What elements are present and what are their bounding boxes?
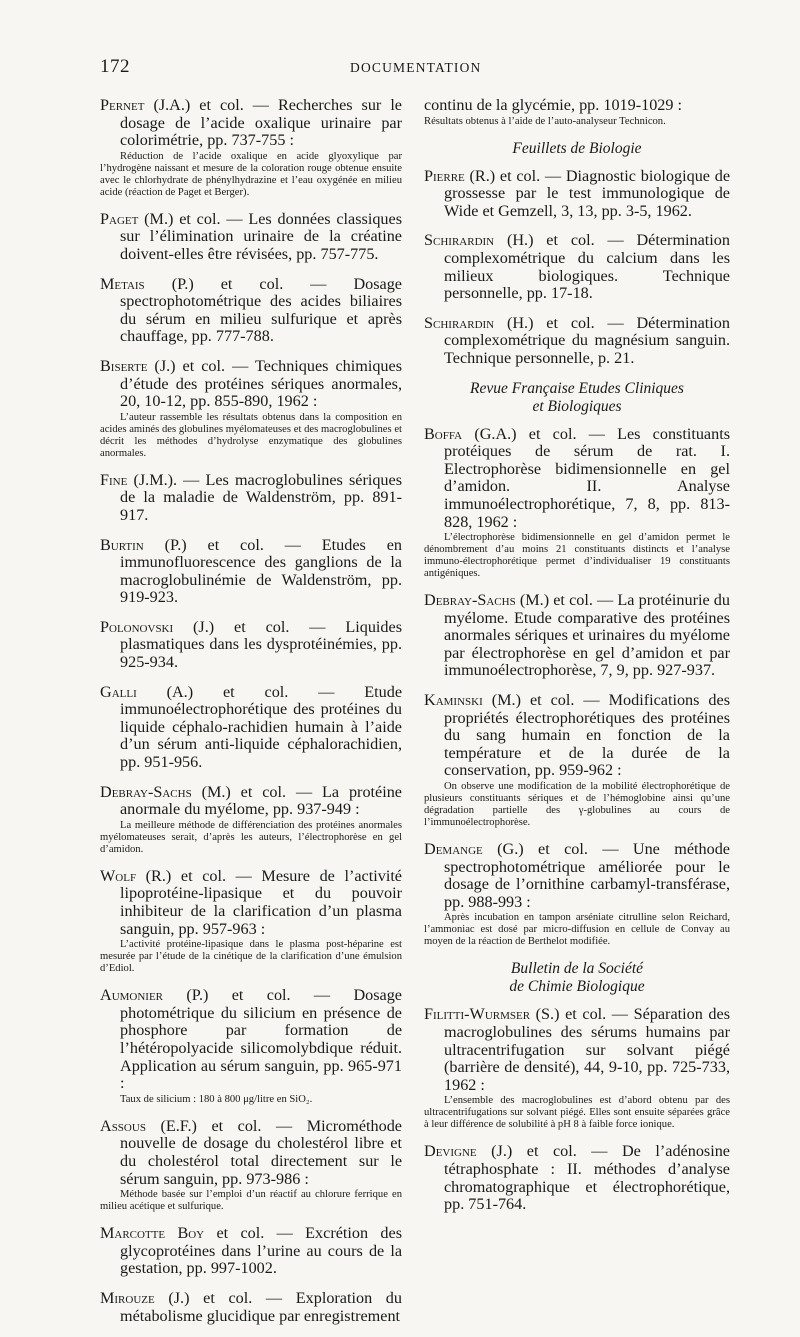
entry-author: Biserte — [100, 356, 148, 375]
journal-heading-line: Bulletin de la Société — [510, 960, 644, 978]
entry-author: Paget — [100, 209, 139, 228]
entry-title: (J.) et col. — Exploration du métabolisme glucidique par enregistrement — [120, 1288, 402, 1325]
entry-title: (J.A.) et col. — Recherches sur le dosage de l’acide oxalique urinaire par colorimétrie, pp. 737-755 : — [120, 96, 402, 150]
bibliography-entry — [100, 358, 402, 460]
entry-title: (J.) et col. — De l’adénosine tétraphosphate : II. méthodes d’analyse chromatographique et électrophorétique, pp. 751-764. — [444, 1142, 730, 1214]
entry-author: Demange — [424, 840, 483, 859]
entry-author: Fine — [100, 470, 128, 489]
entry-citation — [424, 1006, 730, 1094]
bibliography-entry — [100, 276, 402, 346]
entry-title: (P.) et col. — Dosage spectrophotométrique des acides biliaires du sérum en milieu sulfurique et après chauffage, pp. 777-788. — [120, 274, 402, 346]
left-column — [100, 97, 402, 1337]
entry-title: (S.) et col. — Séparation des macroglobulines des sérums humains par ultracentrifugation sur solvant piégé (barrière de densité), 44, 9-10, pp. 725-733, 1962 : — [444, 1005, 730, 1094]
entry-citation — [100, 537, 402, 607]
entry-citation — [100, 276, 402, 346]
entry-citation — [424, 168, 730, 221]
bibliography-entry — [424, 1143, 730, 1213]
entry-citation — [424, 692, 730, 780]
entry-author: Mirouze — [100, 1288, 155, 1307]
bibliography-entry — [424, 592, 730, 680]
bibliography-entry — [100, 684, 402, 772]
bibliography-entry — [424, 1006, 730, 1131]
entry-citation — [424, 841, 730, 911]
entry-citation — [100, 211, 402, 264]
entry-author: Filitti-Wurmser — [424, 1005, 531, 1024]
entry-author: Marcotte Boy — [100, 1224, 205, 1243]
bibliography-entry — [424, 168, 730, 221]
entry-author: Galli — [100, 682, 137, 701]
journal-heading-line: Feuillets de Biologie — [512, 139, 642, 157]
journal-heading-line: et Biologiques — [532, 397, 622, 415]
entry-abstract: Méthode basée sur l’emploi d’un réactif au chlorure ferrique en milieu acétique et sulfurique. — [100, 1189, 402, 1213]
entry-citation — [100, 472, 402, 525]
entry-abstract: L’ensemble des macroglobulines est d’abord obtenu par des ultracentrifugations sur solvant piégé. Elles sont ensuite séparées grâce à leur différence de solubilité à pH 8 à faible force ionique. — [424, 1095, 730, 1131]
entry-title: (E.F.) et col. — Microméthode nouvelle de dosage du cholestérol libre et du cholestérol total directement sur le sérum sanguin, pp. 973-986 : — [120, 1116, 402, 1188]
journal-heading — [424, 960, 730, 996]
entry-title: (H.) et col. — Détermination complexométrique du calcium dans les milieux biologiques. Technique personnelle, pp. 17-18. — [444, 231, 730, 303]
entry-title: (G.A.) et col. — Les constituants protéiques de sérum de rat. I. Electrophorèse bidimensionnelle en gel d’amidon. II. Analyse immunoélectrophorétique, 7, 8, pp. 813-828, 1962 : — [444, 424, 730, 531]
journal-heading-line: Revue Française Etudes Cliniques — [470, 379, 684, 397]
entry-author: Assous — [100, 1116, 146, 1135]
entry-citation — [424, 315, 730, 368]
entry-abstract: Après incubation en tampon arséniate citrulline selon Reichard, l’ammoniac est dosé par micro-diffusion en cellule de Convay au moyen de la réaction de Berthelot modifiée. — [424, 912, 730, 948]
bibliography-entry — [100, 211, 402, 264]
page-number: 172 — [100, 56, 130, 77]
running-title: DOCUMENTATION — [350, 60, 482, 75]
section-bulletin-chimie-biologique — [424, 960, 730, 1213]
bibliography-entry — [424, 232, 730, 302]
bibliography-entry — [100, 868, 402, 975]
entry-title: (M.) et col. — La protéine anormale du myélome, pp. 937-949 : — [120, 782, 402, 819]
entry-author: Schirardin — [424, 313, 495, 332]
entry-abstract: La meilleure méthode de différenciation des protéines anormales myélomateuses serait, d’après les auteurs, l’électrophorèse en gel d’amidon. — [100, 819, 402, 855]
bibliography-entry — [424, 841, 730, 948]
entry-title: (R.) et col. — Mesure de l’activité lipoprotéine-lipasique et du pouvoir inhibiteur de la clarification d’un plasma sanguin, pp. 957-963 : — [120, 866, 402, 938]
entry-citation — [424, 426, 730, 532]
entry-author: Schirardin — [424, 231, 495, 250]
bibliography-entry — [100, 1225, 402, 1278]
journal-heading — [424, 380, 730, 416]
section-revue-francaise — [424, 380, 730, 949]
entry-author: Boffa — [424, 424, 463, 443]
entry-abstract: L’électrophorèse bidimensionnelle en gel d’amidon permet le dénombrement d’au moins 21 constituants distincts et l’analyse immuno-électrophorétique permet d’individualiser 19 constituants antigéniques. — [424, 532, 730, 580]
journal-heading-line: de Chimie Biologique — [509, 978, 645, 996]
entry-title: (J.) et col. — Liquides plasmatiques dans les dysprotéinémies, pp. 925-934. — [120, 617, 402, 672]
entry-citation — [100, 1290, 402, 1325]
entry-author: Kaminski — [424, 691, 483, 710]
entry-citation — [100, 684, 402, 772]
bibliography-entry — [424, 426, 730, 581]
entry-title: (H.) et col. — Détermination complexométrique du magnésium sanguin. Technique personnelle, p. 21. — [444, 313, 730, 367]
bibliography-entry — [424, 692, 730, 829]
entry-title: (R.) et col. — Diagnostic biologique de grossesse par le test immunologique de Wide et Gemzell, 3, 13, pp. 3-5, 1962. — [444, 166, 730, 220]
entry-citation — [100, 1225, 402, 1278]
entry-title: (M.) et col. — La protéinurie du myélome. Etude comparative des protéines anormales sériques et urinaires du myélome par électrophorèse en gel d’amidon et par immunoélectrophorèse, 7, 9, pp. 927-937. — [444, 591, 730, 680]
entry-abstract: Taux de silicium : 180 à 800 μg/litre en SiO₂. — [120, 1093, 313, 1105]
entry-title: (J.) et col. — Techniques chimiques d’étude des protéines sériques anormales, 20, 10-12, pp. 855-890, 1962 : — [120, 356, 402, 411]
entry-author: Debray-Sachs — [424, 591, 516, 610]
entry-title: (M.) et col. — Les données classiques sur l’élimination urinaire de la créatine doivent-elles être révisées, pp. 757-775. — [120, 209, 402, 263]
right-column — [424, 97, 730, 1226]
entry-citation — [100, 868, 402, 938]
entry-title: (J.M.). — Les macroglobulines sériques de la maladie de Waldenström, pp. 891-917. — [120, 470, 402, 524]
entry-abstract: Réduction de l’acide oxalique en acide glyoxylique par l’hydrogène naissant et mesure de la coloration rouge obtenue ensuite avec le chlorhydrate de phénylhydrazine et l’eau oxygénée en milieu acide (réaction de Paget et Berger). — [100, 150, 402, 198]
bibliography-entry — [100, 1118, 402, 1213]
entry-author: Pierre — [424, 166, 465, 185]
entry-title: et col. — Excrétion des glycoprotéines dans l’urine au cours de la gestation, pp. 997-1002. — [120, 1224, 402, 1278]
continued-entry — [424, 97, 730, 128]
entry-citation — [424, 1143, 730, 1213]
bibliography-entry — [100, 784, 402, 856]
entry-abstract: L’auteur rassemble les résultats obtenus dans la composition en acides aminés des globulines myélomateuses et des macroglobulines et décrit les méthodes d’hydrolyse enzymatique des globulines anormales. — [100, 411, 402, 459]
entry-citation — [424, 232, 730, 302]
entry-citation — [100, 97, 402, 150]
bibliography-entry — [100, 619, 402, 672]
entry-author: Polonovski — [100, 617, 174, 636]
entry-author: Metais — [100, 274, 145, 293]
entry-author: Pernet — [100, 96, 145, 114]
entry-abstract: On observe une modification de la mobilité électrophorétique de plusieurs constituants sériques et de l’hémoglobine ainsi qu’une dégradation partielle des γ-globulines au cours de l’immunoélectrophorèse. — [424, 781, 730, 829]
entry-author: Devigne — [424, 1142, 477, 1161]
bibliography-entry — [100, 987, 402, 1106]
entry-citation — [100, 619, 402, 672]
entry-author: Aumonier — [100, 986, 164, 1005]
bibliography-entry — [424, 315, 730, 368]
bibliography-entry — [100, 1290, 402, 1325]
bibliography-entry — [100, 472, 402, 525]
entry-citation — [100, 358, 402, 411]
continued-entry-note: Résultats obtenus à l’aide de l’auto-analyseur Technicon. — [424, 115, 666, 127]
journal-heading — [424, 140, 730, 158]
entry-abstract: L’activité protéine-lipasique dans le plasma post-héparine est mesurée par l’étude de la cinétique de la clarification d’une émulsion d’Ediol. — [100, 939, 402, 975]
entry-citation — [100, 1118, 402, 1188]
entry-citation — [424, 592, 730, 680]
section-feuillets-de-biologie — [424, 140, 730, 368]
entry-title: (A.) et col. — Etude immunoélectrophorétique des protéines du liquide céphalo-rachidien humain à l’aide d’un sérum anti-liquide céphalorachidien, pp. 951-956. — [120, 682, 402, 772]
continued-entry-text: continu de la glycémie, pp. 1019-1029 : — [424, 96, 683, 114]
entry-citation — [100, 784, 402, 819]
entry-citation — [100, 987, 402, 1093]
entry-author: Debray-Sachs — [100, 782, 192, 801]
entry-author: Wolf — [100, 866, 137, 885]
entry-title: (P.) et col. — Dosage photométrique du silicium en présence de phosphore par formation de l’hétéropolyacide silicomolybdique réduit. Application au sérum sanguin, pp. 965-971 : — [120, 986, 402, 1093]
entry-author: Burtin — [100, 535, 144, 554]
bibliography-entry — [100, 97, 402, 199]
entry-title: (M.) et col. — Modifications des propriétés électrophorétiques des protéines du sang humain en fonction de la température et de la durée de la conservation, pp. 959-962 : — [444, 691, 730, 780]
entry-title: (P.) et col. — Etudes en immunofluorescence des ganglions de la macroglobulinémie de Waldenström, pp. 919-923. — [120, 535, 402, 607]
bibliography-entry — [100, 537, 402, 607]
entry-title: (G.) et col. — Une méthode spectrophotométrique améliorée pour le dosage de l’ornithine carbamyl-transférase, pp. 988-993 : — [444, 840, 730, 911]
page-header — [100, 56, 800, 86]
